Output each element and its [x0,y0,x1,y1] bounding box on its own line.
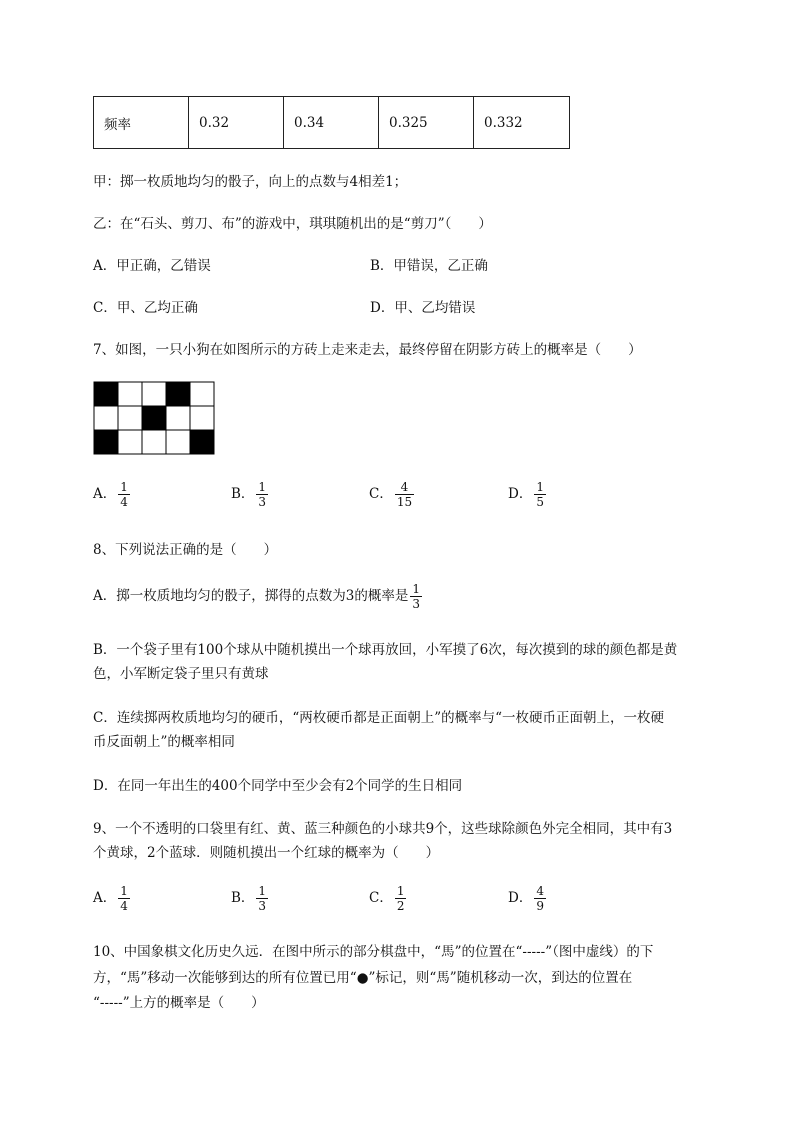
fraction [410,582,422,611]
fraction-numerator: 4 [395,480,414,495]
fraction-numerator: 1 [258,884,267,898]
option-letter: C． [369,486,393,502]
q7-option-a [93,480,130,509]
blank-tile [94,406,118,430]
fraction-numerator: 1 [120,480,128,494]
fraction-denominator: 4 [120,899,128,913]
q6-option-c: C．甲、乙均正确 [93,300,198,316]
table-cell: 0.332 [474,97,570,149]
fraction [395,480,414,509]
fraction-numerator: 1 [396,884,405,898]
q9-option-b [231,884,268,913]
fraction-denominator: 3 [258,899,267,913]
table-header-cell: 频率 [94,97,189,149]
fraction [534,884,546,913]
fraction-denominator: 3 [412,597,420,611]
fraction [118,480,130,509]
fraction-denominator: 2 [396,899,405,913]
shaded-tile [166,382,190,406]
option-letter: D． [508,890,533,906]
blank-tile [166,430,190,454]
q6-option-d: D．甲、乙均错误 [370,300,476,316]
option-letter: D． [508,486,533,502]
fraction-numerator: 1 [536,480,544,494]
q8-option-a [93,582,422,611]
q7-stem: 7、如图，一只小狗在如图所示的方砖上走来走去，最终停留在阴影方砖上的概率是（ ） [93,342,642,358]
fraction-numerator: 1 [412,582,420,596]
table-cell: 0.325 [379,97,474,149]
table-cell: 0.34 [284,97,379,149]
fraction [256,884,268,913]
frequency-table [93,96,570,149]
blank-tile [118,382,142,406]
option-letter: A． [93,486,117,502]
table-row [94,97,570,149]
table-cell: 0.32 [189,97,284,149]
fraction-denominator: 3 [258,495,267,509]
q6-option-a: A．甲正确，乙错误 [93,258,211,274]
q10-stem-line3: “-----”上方的概率是（ ） [93,995,265,1011]
q6-option-b: B．甲错误，乙正确 [370,258,488,274]
q7-option-c [369,480,414,509]
blank-tile [142,382,166,406]
blank-tile [190,406,214,430]
fraction [534,480,546,509]
shaded-tile [142,406,166,430]
q8-option-d: D．在同一年出生的400个同学中至少会有2个同学的生日相同 [93,778,463,794]
blank-tile [118,406,142,430]
fraction-denominator: 15 [396,495,413,509]
q6-statement-yi: 乙：在“石头、剪刀、布”的游戏中，琪琪随机出的是“剪刀”（ ） [93,216,492,232]
shaded-tile [94,382,118,406]
q9-option-a [93,884,130,913]
q7-option-b [231,480,268,509]
fraction-numerator: 1 [258,480,267,494]
option-letter: B． [231,486,255,502]
fraction-numerator: 1 [120,884,128,898]
shaded-tile [190,430,214,454]
q8-option-b-line1: B．一个袋子里有100个球从中随机摸出一个球再放回，小军摸了6次，每次摸到的球的颜色都是黄 [93,642,678,658]
blank-tile [142,430,166,454]
q8-option-a-text: A．掷一枚质地均匀的骰子，掷得的点数为3的概率是 [93,588,409,604]
blank-tile [118,430,142,454]
blank-tile [190,382,214,406]
q8-option-b-line2: 色，小军断定袋子里只有黄球 [93,666,269,682]
option-letter: C． [369,890,393,906]
q9-option-c [369,884,406,913]
blank-tile [166,406,190,430]
shaded-tile [94,430,118,454]
fraction-denominator: 4 [120,495,128,509]
tile-grid-figure [93,381,217,457]
option-letter: A． [93,890,117,906]
fraction-denominator: 9 [536,899,544,913]
fraction [256,480,268,509]
fraction [395,884,407,913]
q10-stem-line2: 方，“馬”移动一次能够到达的所有位置已用“●”标记，则“馬”随机移动一次，到达的位置在 [93,970,633,986]
fraction-numerator: 4 [536,884,544,898]
fraction-denominator: 5 [536,495,544,509]
q8-option-c-line2: 币反面朝上”的概率相同 [93,734,235,750]
q8-option-c-line1: C．连续掷两枚质地均匀的硬币，“两枚硬币都是正面朝上”的概率与“一枚硬币正面朝上，一枚硬 [93,710,665,726]
q6-statement-jia: 甲：掷一枚质地均匀的骰子，向上的点数与4相差1； [93,174,408,190]
q9-stem-line1: 9、一个不透明的口袋里有红、黄、蓝三种颜色的小球共9个，这些球除颜色外完全相同，其中有3 [93,821,673,837]
fraction [118,884,130,913]
q7-option-d [508,480,546,509]
q10-stem-line1: 10、中国象棋文化历史久远．在图中所示的部分棋盘中，“馬”的位置在“-----”（图中虚线）的下 [93,944,654,960]
q8-stem: 8、下列说法正确的是（ ） [93,542,278,558]
q9-option-d [508,884,546,913]
option-letter: B． [231,890,255,906]
q9-stem-line2: 个黄球，2个蓝球．则随机摸出一个红球的概率为（ ） [93,845,440,861]
